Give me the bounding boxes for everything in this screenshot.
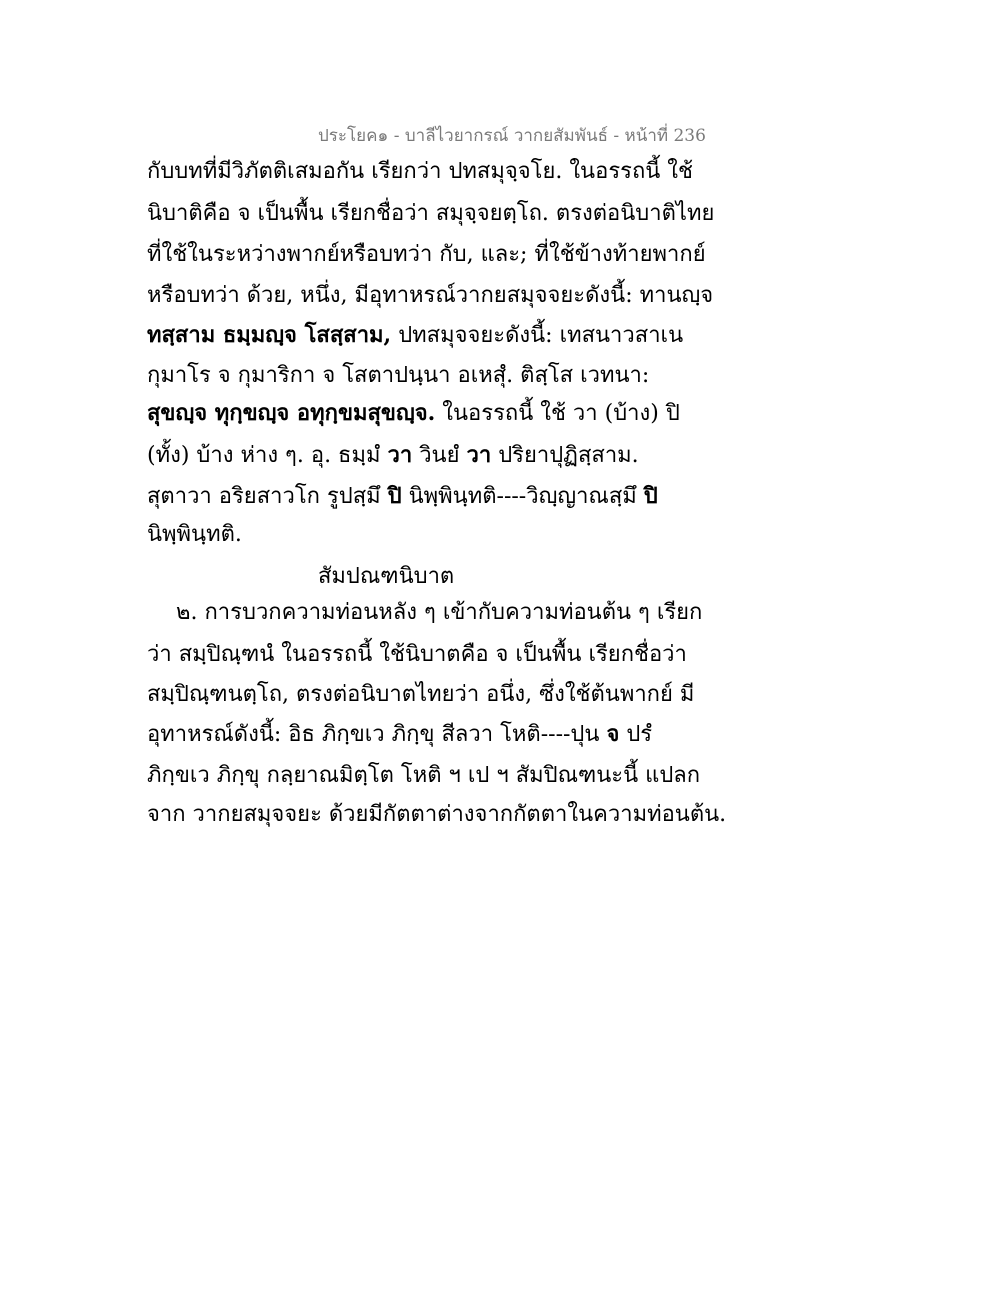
text-line: นิบาติคือ จ เป็นพื้น เรียกชื่อว่า สมุจฺจยตฺโถ. ตรงต่อนิบาติไทย bbox=[147, 201, 715, 226]
bold-particle: จ bbox=[606, 721, 620, 747]
text-line: จาก วากยสมุจจยะ ด้วยมีกัตตาต่างจากกัตตาในความท่อนต้น. bbox=[147, 802, 727, 827]
bold-particle: วา bbox=[387, 442, 413, 468]
text-line bbox=[147, 481, 658, 512]
text-span: นิพฺพินฺทติ----วิญฺญาณสฺมึ bbox=[401, 484, 644, 509]
text-line bbox=[147, 398, 680, 429]
text-span: อุทาหรณ์ดังนี้: อิธ ภิกฺขเว ภิกฺขุ สีลวา โหติ----ปุน bbox=[147, 722, 607, 747]
text-line bbox=[147, 320, 683, 351]
bold-particle: วา bbox=[466, 442, 492, 468]
text-span: วินยํ bbox=[412, 443, 467, 468]
text-line: นิพฺพินฺทติ. bbox=[147, 522, 242, 547]
text-span: สุตาวา อริยสาวโก รูปสฺมึ bbox=[147, 484, 388, 509]
running-header: ประโยค๑ - บาลีไวยากรณ์ วากยสัมพันธ์ - หน้าที่ 236 bbox=[318, 126, 706, 146]
text-span: (ทั้ง) บ้าง ห่าง ๆ. อุ. ธมฺมํ bbox=[147, 443, 388, 468]
text-span: ปทสมุจจยะดังนี้: เทสนาวสาเน bbox=[391, 323, 684, 348]
bold-example-text: ทสฺสาม ธมฺมญฺจ โสสฺสาม, bbox=[147, 322, 392, 348]
text-span: ในอรรถนี้ ใช้ วา (บ้าง) ปิ bbox=[435, 401, 680, 426]
text-line bbox=[147, 440, 639, 471]
text-line: หรือบทว่า ด้วย, หนึ่ง, มีอุทาหรณ์วากยสมุจจยะดังนี้: ทานญฺจ bbox=[147, 283, 714, 308]
text-line: ว่า สมฺปิณฺฑนํ ในอรรถนี้ ใช้นิบาตคือ จ เป็นพื้น เรียกชื่อว่า bbox=[147, 642, 687, 667]
bold-particle: ปิ bbox=[387, 483, 402, 509]
text-line: ที่ใช้ในระหว่างพากย์หรือบทว่า กับ, และ; ที่ใช้ข้างท้ายพากย์ bbox=[147, 242, 706, 267]
text-line: ๒. การบวกความท่อนหลัง ๆ เข้ากับความท่อนต้น ๆ เรียก bbox=[176, 600, 703, 625]
text-span: ปรํ bbox=[619, 722, 653, 747]
text-line: ภิกฺขเว ภิกฺขุ กลฺยาณมิตฺโต โหติ ฯ เป ฯ สัมปิณฑนะนี้ แปลก bbox=[147, 763, 701, 788]
text-line: กับบทที่มีวิภัตติเสมอกัน เรียกว่า ปทสมุจฺจโย. ในอรรถนี้ ใช้ bbox=[147, 159, 693, 184]
bold-particle: ปิ bbox=[643, 483, 658, 509]
text-line: สมฺปิณฺฑนตฺโถ, ตรงต่อนิบาตไทยว่า อนึ่ง, ซึ่งใช้ต้นพากย์ มี bbox=[147, 682, 695, 707]
text-line bbox=[147, 719, 652, 750]
bold-example-text: สุขญฺจ ทุกฺขญฺจ อทุกฺขมสุขญฺจ. bbox=[147, 400, 436, 426]
text-line: กุมาโร จ กุมาริกา จ โสตาปนฺนา อเหสุํ. ติสฺโส เวทนา: bbox=[147, 363, 650, 388]
text-span: ปริยาปุฏิสฺสาม. bbox=[491, 443, 639, 468]
section-heading: สัมปณฑนิบาต bbox=[318, 564, 455, 589]
